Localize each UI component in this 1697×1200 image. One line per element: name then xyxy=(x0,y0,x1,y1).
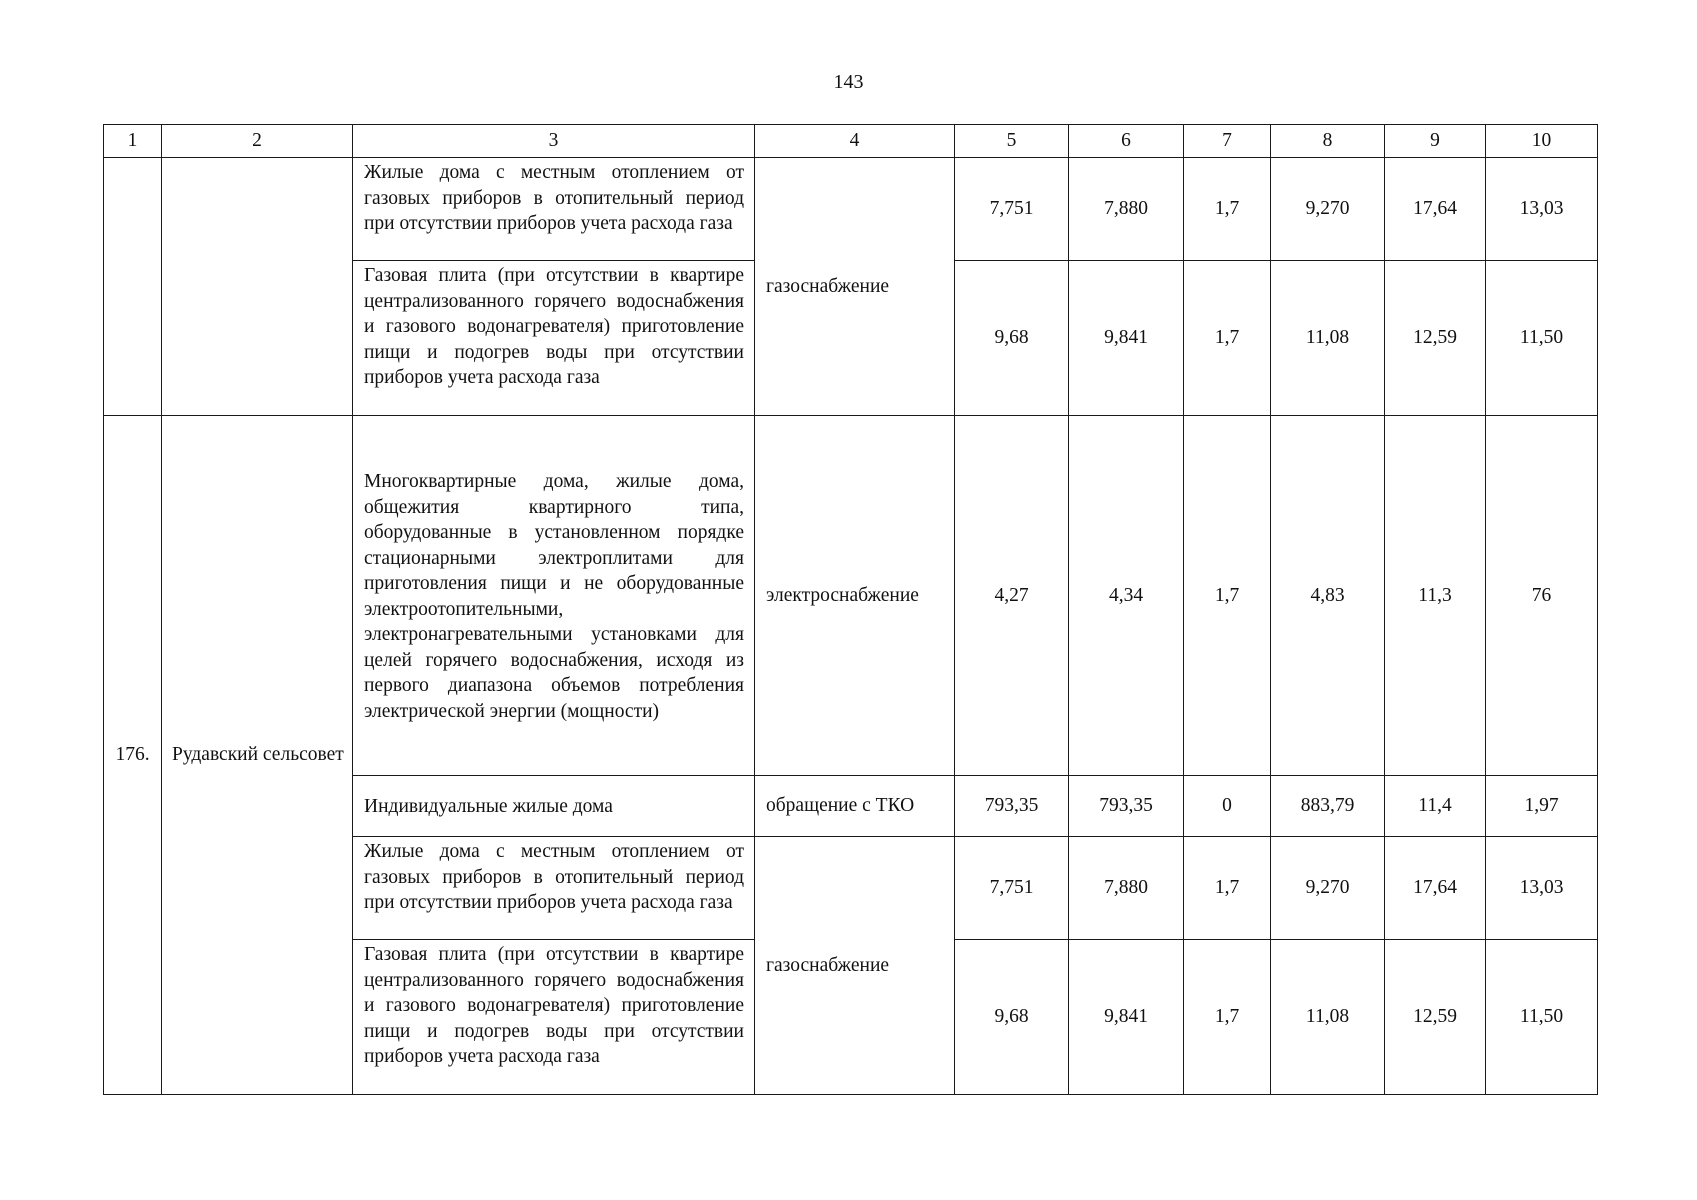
table-row xyxy=(104,416,1598,776)
header-cell-6: 6 xyxy=(1069,125,1184,158)
header-cell-7: 7 xyxy=(1184,125,1271,158)
settlement-name: Рудавский сельсовет xyxy=(162,416,353,1095)
value-cell-10: 76 xyxy=(1486,416,1598,776)
value-cell-6: 7,880 xyxy=(1069,837,1184,940)
value-cell-9: 17,64 xyxy=(1385,837,1486,940)
value-cell-7: 1,7 xyxy=(1184,261,1271,416)
header-cell-1: 1 xyxy=(104,125,162,158)
description-cell: Жилые дома с местным отоплением от газовых приборов в отопительный период при отсутствии приборов учета расхода газа xyxy=(353,158,755,261)
header-row xyxy=(104,125,1598,158)
description-cell: Газовая плита (при отсутствии в квартире централизованного горячего водоснабжения и газового водонагревателя) приготовление пищи и подогрев воды при отсутствии приборов учета расхода газа xyxy=(353,261,755,416)
value-cell-8: 11,08 xyxy=(1271,940,1385,1095)
service-cell: электроснабжение xyxy=(755,416,955,776)
value-cell-8: 9,270 xyxy=(1271,837,1385,940)
value-cell-9: 11,3 xyxy=(1385,416,1486,776)
value-cell-6: 7,880 xyxy=(1069,158,1184,261)
value-cell-8: 883,79 xyxy=(1271,776,1385,837)
description-cell: Жилые дома с местным отоплением от газовых приборов в отопительный период при отсутствии приборов учета расхода газа xyxy=(353,837,755,940)
header-cell-4: 4 xyxy=(755,125,955,158)
value-cell-5: 7,751 xyxy=(955,837,1069,940)
index-cell-empty xyxy=(104,158,162,416)
header-cell-5: 5 xyxy=(955,125,1069,158)
value-cell-7: 1,7 xyxy=(1184,940,1271,1095)
description-cell: Газовая плита (при отсутствии в квартире централизованного горячего водоснабжения и газового водонагревателя) приготовление пищи и подогрев воды при отсутствии приборов учета расхода газа xyxy=(353,940,755,1095)
header-cell-8: 8 xyxy=(1271,125,1385,158)
value-cell-5: 793,35 xyxy=(955,776,1069,837)
header-cell-3: 3 xyxy=(353,125,755,158)
header-cell-9: 9 xyxy=(1385,125,1486,158)
value-cell-6: 9,841 xyxy=(1069,940,1184,1095)
description-cell: Индивидуальные жилые дома xyxy=(353,776,755,837)
settlement-cell-empty xyxy=(162,158,353,416)
tariff-table xyxy=(103,124,1598,1095)
value-cell-6: 4,34 xyxy=(1069,416,1184,776)
value-cell-10: 11,50 xyxy=(1486,940,1598,1095)
value-cell-7: 0 xyxy=(1184,776,1271,837)
value-cell-5: 4,27 xyxy=(955,416,1069,776)
value-cell-10: 1,97 xyxy=(1486,776,1598,837)
value-cell-6: 9,841 xyxy=(1069,261,1184,416)
value-cell-10: 13,03 xyxy=(1486,837,1598,940)
value-cell-10: 13,03 xyxy=(1486,158,1598,261)
value-cell-10: 11,50 xyxy=(1486,261,1598,416)
header-cell-2: 2 xyxy=(162,125,353,158)
value-cell-9: 12,59 xyxy=(1385,940,1486,1095)
service-cell: газоснабжение xyxy=(755,837,955,1095)
value-cell-8: 9,270 xyxy=(1271,158,1385,261)
value-cell-7: 1,7 xyxy=(1184,837,1271,940)
description-cell: Многоквартирные дома, жилые дома, общежития квартирного типа, оборудованные в установленном порядке стационарными электроплитами для приготовления пищи и не оборудованные электроотопительными, электронагревательными установками для целей горячего водоснабжения, исходя из первого диапазона объемов потребления электрической энергии (мощности) xyxy=(353,416,755,776)
value-cell-9: 11,4 xyxy=(1385,776,1486,837)
service-cell: обращение с ТКО xyxy=(755,776,955,837)
value-cell-8: 4,83 xyxy=(1271,416,1385,776)
value-cell-7: 1,7 xyxy=(1184,158,1271,261)
page-number: 143 xyxy=(833,71,864,93)
service-cell: газоснабжение xyxy=(755,158,955,416)
value-cell-5: 9,68 xyxy=(955,940,1069,1095)
header-cell-10: 10 xyxy=(1486,125,1598,158)
value-cell-8: 11,08 xyxy=(1271,261,1385,416)
value-cell-9: 12,59 xyxy=(1385,261,1486,416)
value-cell-5: 9,68 xyxy=(955,261,1069,416)
value-cell-6: 793,35 xyxy=(1069,776,1184,837)
value-cell-5: 7,751 xyxy=(955,158,1069,261)
row-index: 176. xyxy=(104,416,162,1095)
value-cell-9: 17,64 xyxy=(1385,158,1486,261)
table-row xyxy=(104,158,1598,261)
value-cell-7: 1,7 xyxy=(1184,416,1271,776)
